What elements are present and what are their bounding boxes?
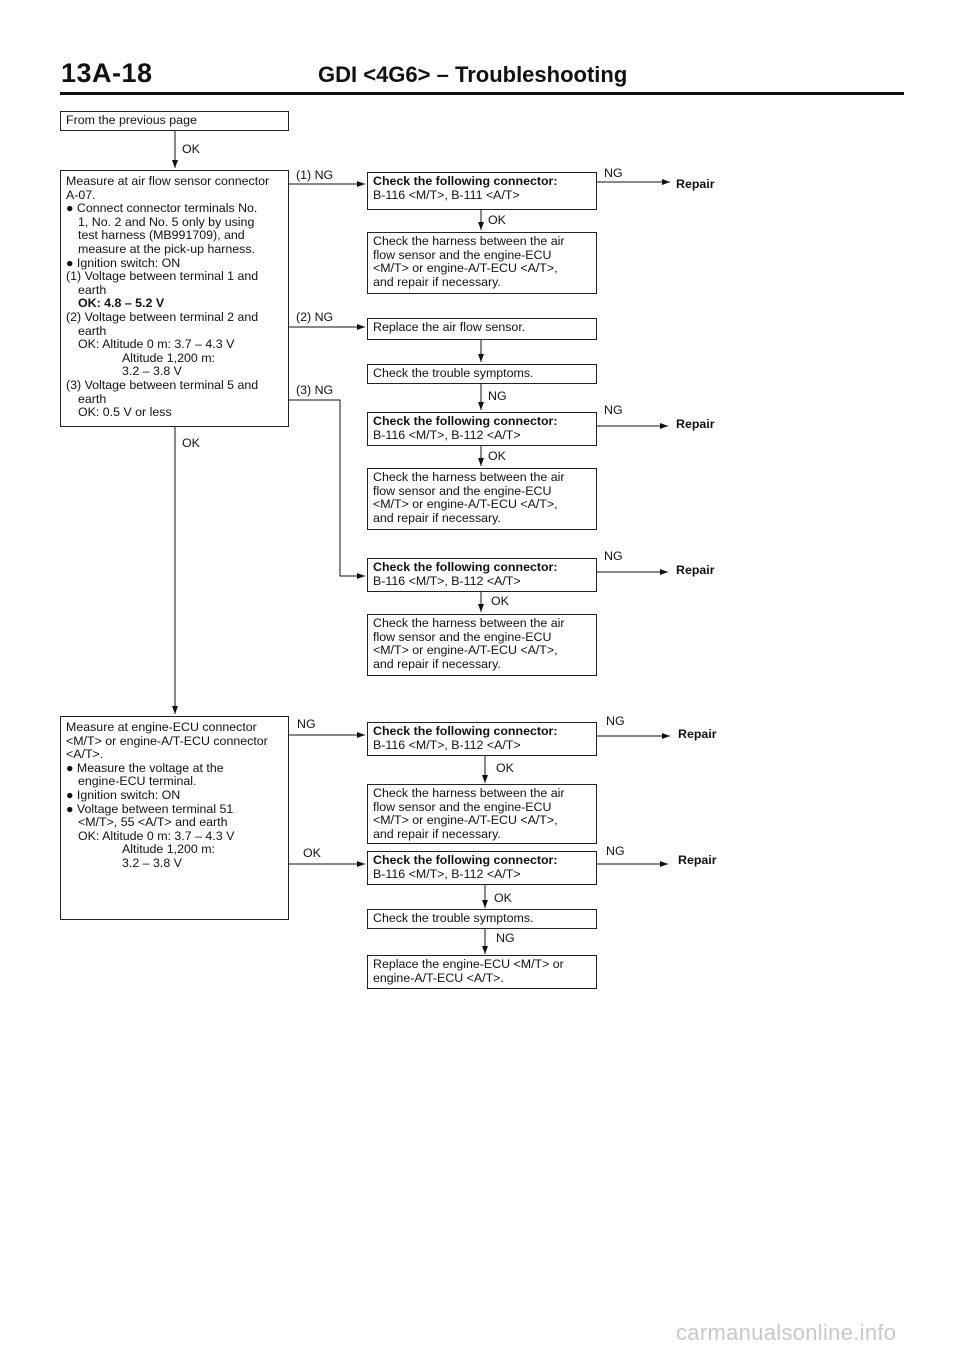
label-ng: NG: [606, 714, 625, 728]
text-line: and repair if necessary.: [373, 826, 501, 841]
text-line: OK: Altitude 0 m: 3.7 – 4.3 V: [78, 828, 235, 843]
text-line: Check the following connector:: [373, 724, 558, 738]
text-line: Replace the engine-ECU <M/T> or: [373, 957, 564, 971]
text-line: earth: [78, 391, 107, 406]
page-title: GDI <4G6> – Troubleshooting: [318, 62, 628, 87]
label-ok: OK: [488, 213, 506, 227]
label-ok: OK: [491, 594, 509, 608]
label-repair: Repair: [676, 563, 715, 577]
label-ng-3: (3) NG: [296, 383, 334, 397]
text-line: ● Measure the voltage at the: [66, 760, 224, 775]
arrow-ng3: [289, 400, 365, 576]
text-line: Check the following connector:: [373, 414, 558, 428]
text-line: A-07.: [66, 187, 96, 202]
label-ng: NG: [606, 844, 625, 858]
text-line: <M/T> or engine-A/T-ECU <A/T>,: [373, 261, 558, 276]
text-line: Check the following connector:: [373, 853, 558, 867]
text-line: Check the following connector:: [373, 174, 558, 188]
text-line: engine-ECU terminal.: [78, 774, 197, 789]
text-line: and repair if necessary.: [373, 510, 501, 525]
previous-page-text: From the previous page: [66, 113, 197, 127]
label-ng: NG: [496, 931, 515, 945]
label-ok: OK: [182, 436, 200, 450]
box-check-trouble-symptoms-2: [367, 909, 597, 929]
text-line: 1, No. 2 and No. 5 only by using: [78, 214, 255, 229]
text-line: ● Voltage between terminal 51: [66, 801, 234, 816]
box-check-harness-1: [367, 232, 597, 294]
text-line: flow sensor and the engine-ECU: [373, 629, 552, 644]
text-line: Replace the air flow sensor.: [373, 320, 526, 334]
text-line: (2) Voltage between terminal 2 and: [66, 309, 259, 324]
label-ng: NG: [604, 549, 623, 563]
box-measure-engine-ecu: [60, 716, 289, 920]
label-ng-2: (2) NG: [296, 310, 334, 324]
text-line: B-116 <M/T>, B-112 <A/T>: [373, 427, 521, 442]
box-check-harness-2: [367, 468, 597, 530]
text-line: measure at the pick-up harness.: [78, 241, 256, 256]
label-repair: Repair: [678, 853, 717, 867]
text-line: <M/T>, 55 <A/T> and earth: [78, 815, 228, 830]
text-line: flow sensor and the engine-ECU: [373, 799, 552, 814]
text-line: OK: 4.8 – 5.2 V: [78, 296, 165, 311]
label-ok: OK: [303, 846, 321, 860]
text-line: <M/T> or engine-A/T-ECU connector: [66, 733, 268, 748]
label-ng: NG: [488, 389, 507, 403]
box-check-harness-4: [367, 784, 597, 844]
text-line: OK: 0.5 V or less: [78, 405, 172, 420]
text-line: engine-A/T-ECU <A/T>.: [373, 970, 504, 985]
box-check-trouble-symptoms-1: [367, 364, 597, 384]
text-line: 3.2 – 3.8 V: [122, 364, 182, 379]
text-line: ● Ignition switch: ON: [66, 255, 181, 270]
label-repair: Repair: [676, 177, 715, 191]
text-line: OK: Altitude 0 m: 3.7 – 4.3 V: [78, 337, 235, 352]
text-line: ● Connect connector terminals No.: [66, 201, 258, 216]
label-ok: OK: [496, 761, 514, 775]
box-from-previous-page: [60, 111, 289, 131]
text-line: 3.2 – 3.8 V: [122, 855, 182, 870]
box-check-harness-3: [367, 614, 597, 676]
text-line: ● Ignition switch: ON: [66, 787, 181, 802]
label-ok: OK: [494, 891, 512, 905]
label-ng: NG: [297, 717, 316, 731]
text-line: earth: [78, 323, 107, 338]
text-line: Measure at air flow sensor connector: [66, 174, 270, 188]
text-line: <M/T> or engine-A/T-ECU <A/T>,: [373, 497, 558, 512]
text-line: B-116 <M/T>, B-112 <A/T>: [373, 573, 521, 588]
box-check-connector-2: [367, 412, 597, 446]
label-ng-1: (1) NG: [296, 168, 334, 182]
text-line: Check the trouble symptoms.: [373, 366, 534, 380]
text-line: Check the harness between the air: [373, 470, 565, 484]
page-number: 13A-18: [61, 58, 153, 88]
text-line: and repair if necessary.: [373, 274, 501, 289]
text-line: <A/T>.: [66, 747, 104, 762]
text-line: <M/T> or engine-A/T-ECU <A/T>,: [373, 643, 558, 658]
text-line: B-116 <M/T>, B-112 <A/T>: [373, 866, 521, 881]
text-line: Check the harness between the air: [373, 786, 565, 800]
label-repair: Repair: [678, 727, 717, 741]
label-ok: OK: [488, 449, 506, 463]
label-repair: Repair: [676, 417, 715, 431]
text-line: Altitude 1,200 m:: [122, 842, 215, 857]
text-line: (1) Voltage between terminal 1 and: [66, 269, 259, 284]
box-check-connector-1: [367, 172, 597, 210]
box-replace-air-flow-sensor: [367, 318, 597, 340]
box-replace-engine-ecu: [367, 955, 597, 989]
text-line: Check the harness between the air: [373, 234, 565, 248]
label-ng: NG: [604, 166, 623, 180]
text-line: (3) Voltage between terminal 5 and: [66, 377, 259, 392]
text-line: test harness (MB991709), and: [78, 228, 245, 243]
box-check-connector-4: [367, 722, 597, 756]
text-line: Check the following connector:: [373, 560, 558, 574]
text-line: Measure at engine-ECU connector: [66, 720, 257, 734]
box-check-connector-5: [367, 851, 597, 885]
text-line: Check the trouble symptoms.: [373, 911, 534, 925]
label-ok: OK: [182, 142, 200, 156]
text-line: B-116 <M/T>, B-112 <A/T>: [373, 737, 521, 752]
text-line: flow sensor and the engine-ECU: [373, 483, 552, 498]
label-ng: NG: [604, 403, 623, 417]
text-line: flow sensor and the engine-ECU: [373, 247, 552, 262]
text-line: Altitude 1,200 m:: [122, 350, 215, 365]
text-line: B-116 <M/T>, B-111 <A/T>: [373, 187, 520, 202]
text-line: <M/T> or engine-A/T-ECU <A/T>,: [373, 813, 558, 828]
text-line: earth: [78, 282, 107, 297]
text-line: and repair if necessary.: [373, 656, 501, 671]
box-check-connector-3: [367, 558, 597, 592]
text-line: Check the harness between the air: [373, 616, 565, 630]
box-measure-air-flow-sensor: [60, 170, 289, 427]
watermark: carmanualsonline.info: [676, 1320, 897, 1345]
